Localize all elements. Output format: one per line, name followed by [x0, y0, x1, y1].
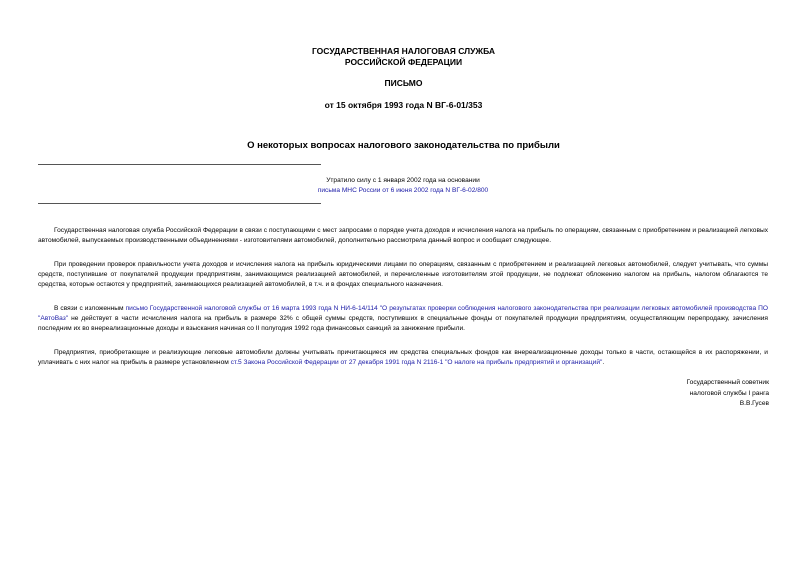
divider-top	[38, 164, 321, 165]
paragraph-4	[38, 348, 768, 368]
divider-bottom	[38, 203, 321, 204]
signature-name: В.В.Гусев	[739, 400, 769, 407]
paragraph-3-link[interactable]: письмо Государственной налоговой службы от 16 марта 1993 года N НИ-6-14/114 "О результатах проверки соблюдения налогового законодательства при реализации легковых автомобилей производства ПО "АвтоВаз"	[38, 305, 768, 322]
validity-note	[38, 176, 768, 196]
paragraph-4-text-start: Предприятия, приобретающие и реализующие легковые автомобили должны учитывать причитающиеся им средства специальных фондов как внереализационные доходы только в части, остающейся в их распоряжении, и уплачивать с них налог на прибыль в размере установленном	[38, 349, 768, 366]
header-line-1: ГОСУДАРСТВЕННАЯ НАЛОГОВАЯ СЛУЖБА	[311, 46, 496, 56]
header-line-2: РОССИЙСКОЙ ФЕДЕРАЦИИ	[344, 57, 463, 67]
page-title: О некоторых вопросах налогового законодательства по прибыли	[247, 140, 560, 151]
validity-note-link[interactable]: письма МНС России от 6 июня 2002 года N ВГ-6-02/800	[317, 187, 489, 194]
signature-line-1: Государственный советник	[686, 379, 769, 386]
validity-note-text: Утратило силу с 1 января 2002 года на основании	[326, 177, 480, 184]
doc-date-number: от 15 октября 1993 года N ВГ-6-01/353	[324, 100, 483, 110]
paragraph-3-text-start: В связи с изложенным	[54, 305, 126, 312]
paragraph-3	[38, 304, 768, 334]
doc-type: ПИСЬМО	[384, 78, 423, 88]
signature-line-2: налоговой службы I ранга	[689, 389, 769, 397]
header-agency	[0, 46, 807, 68]
paragraph-4-link[interactable]: ст.5 Закона Российской Федерации от 27 декабря 1991 года N 2116-1 "О налоге на прибыль предприятий и организаций"	[230, 359, 603, 366]
letter-body	[38, 226, 768, 382]
paragraph-3-text-end: не действует в части исчисления налога на прибыль в размере 32% с общей суммы средств, поступивших в специальные фонды от покупателей продукции предприятиям, осуществляющим перепродажу, зачисления последним их во внереализационные доходы и взыскания начиная со II полугодия 1992 года финансовых санкций за занижение прибыли.	[38, 315, 768, 332]
paragraph-4-text-end: .	[602, 359, 605, 366]
paragraph-1: Государственная налоговая служба Российской Федерации в связи с поступающими с мест запросами о порядке учета доходов и исчисления налога на прибыль по операциям, связанным с приобретением и реализацией легковых автомобилей, выпускаемых производственными объединениями - изготовителями автомобилей, дополнительно рассмотрела данный вопрос и сообщает следующее.	[38, 227, 768, 244]
signature-block	[687, 378, 769, 410]
paragraph-2: При проведении проверок правильности учета доходов и исчисления налога на прибыль юридическими лицами по операциям, связанным с приобретением и реализацией легковых автомобилей, следует учитывать, что суммы средств, поступившие от покупателей продукции предприятиям, занимающимся реализацией автомобилей, и перечисленные изготовителям этой продукции, не подлежат обложению налогом на прибыль, налогом облагаются те средства, которые остаются у предприятий, занимающихся реализацией автомобилей, в т.ч. и в фондах специального назначения.	[38, 261, 768, 288]
